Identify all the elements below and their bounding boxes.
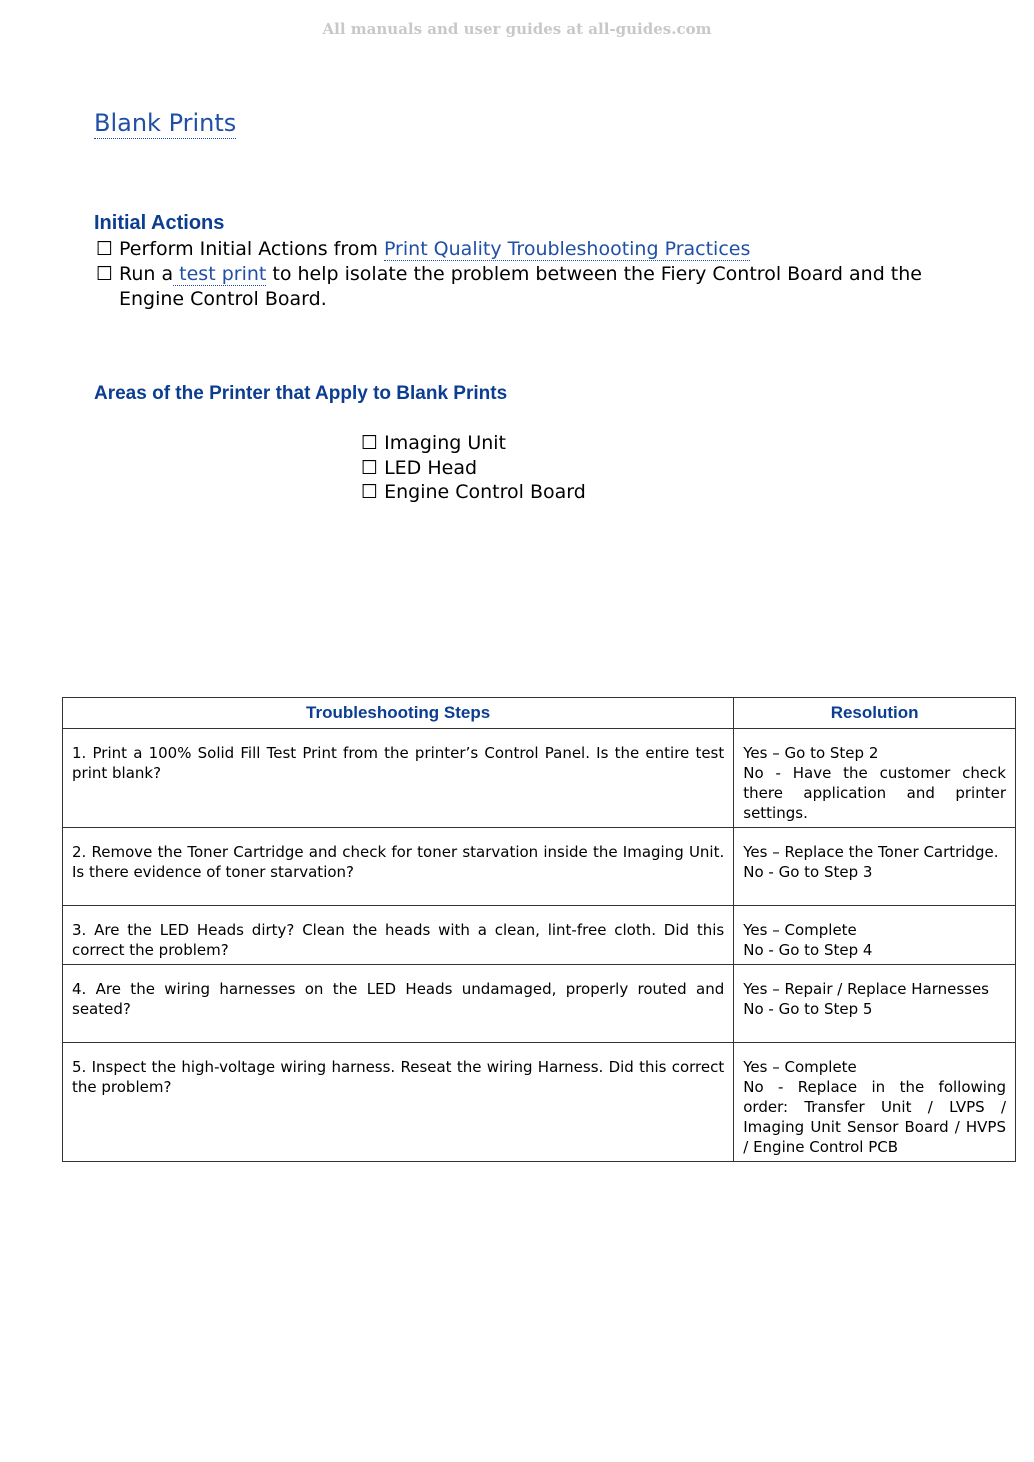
table-row <box>63 729 1016 828</box>
checkbox-icon: ☐ <box>361 456 379 479</box>
checkbox-icon: ☐ <box>96 238 114 260</box>
initial-action-item <box>96 237 976 262</box>
resolution-no: No - Go to Step 4 <box>743 941 873 959</box>
areas-list <box>361 431 586 505</box>
resolution-cell <box>734 729 1016 828</box>
steps-column-header: Troubleshooting Steps <box>63 698 734 729</box>
checkbox-icon: ☐ <box>361 432 379 454</box>
resolution-yes: Yes – Complete <box>743 921 857 939</box>
checkbox-icon: ☐ <box>96 263 114 285</box>
resolution-cell <box>734 1043 1016 1162</box>
table-row <box>63 965 1016 1043</box>
initial-action-item <box>96 262 976 312</box>
initial-action-text <box>119 262 976 312</box>
initial-actions-heading: Initial Actions <box>94 212 225 234</box>
resolution-yes: Yes – Complete <box>743 1058 857 1076</box>
area-item <box>361 431 586 456</box>
initial-action-text <box>119 237 750 262</box>
area-label: Imaging Unit <box>384 432 507 454</box>
step-cell: 5. Inspect the high-voltage wiring harness. Reseat the wiring Harness. Did this correct the problem? <box>63 1043 734 1162</box>
initial-actions-list <box>96 237 976 312</box>
resolution-column-header: Resolution <box>734 698 1016 729</box>
test-print-link[interactable]: test print <box>173 263 267 285</box>
step-cell: 3. Are the LED Heads dirty? Clean the heads with a clean, lint-free cloth. Did this correct the problem? <box>63 906 734 965</box>
table-row <box>63 828 1016 906</box>
area-label: LED Head <box>384 456 478 479</box>
step-cell: 1. Print a 100% Solid Fill Test Print from the printer’s Control Panel. Is the entire test print blank? <box>63 729 734 828</box>
resolution-no: No - Replace in the following order: Transfer Unit / LVPS / Imaging Unit Sensor Board / HVPS / Engine Control PCB <box>743 1078 1006 1156</box>
page-title-link[interactable]: Blank Prints <box>94 109 237 137</box>
area-item <box>361 480 586 505</box>
table-row <box>63 906 1016 965</box>
resolution-cell <box>734 828 1016 906</box>
resolution-cell <box>734 906 1016 965</box>
resolution-yes: Yes – Repair / Replace Harnesses <box>743 980 989 998</box>
initial-action-prefix: Run a <box>119 263 174 285</box>
resolution-no: No - Have the customer check there application and printer settings. <box>743 764 1006 822</box>
resolution-yes: Yes – Go to Step 2 <box>743 744 879 762</box>
resolution-no: No - Go to Step 3 <box>743 863 873 881</box>
resolution-yes: Yes – Replace the Toner Cartridge. <box>743 843 999 861</box>
watermark-text: All manuals and user guides at all-guides.com <box>322 20 712 38</box>
area-label: Engine Control Board <box>384 481 586 503</box>
troubleshooting-table <box>62 697 1016 1162</box>
resolution-cell <box>734 965 1016 1043</box>
checkbox-icon: ☐ <box>361 481 379 503</box>
initial-action-suffix: to help isolate the problem between the Fiery Control Board and the Engine Control Board. <box>119 263 922 310</box>
resolution-no: No - Go to Step 5 <box>743 1000 873 1018</box>
initial-action-prefix: Perform Initial Actions from <box>119 238 384 260</box>
areas-heading: Areas of the Printer that Apply to Blank Prints <box>94 383 508 404</box>
print-quality-practices-link[interactable]: Print Quality Troubleshooting Practices <box>383 238 751 260</box>
table-header-row <box>63 698 1016 729</box>
table-row <box>63 1043 1016 1162</box>
area-item <box>361 456 586 481</box>
step-cell: 4. Are the wiring harnesses on the LED Heads undamaged, properly routed and seated? <box>63 965 734 1043</box>
step-cell: 2. Remove the Toner Cartridge and check for toner starvation inside the Imaging Unit. Is there evidence of toner starvation? <box>63 828 734 906</box>
